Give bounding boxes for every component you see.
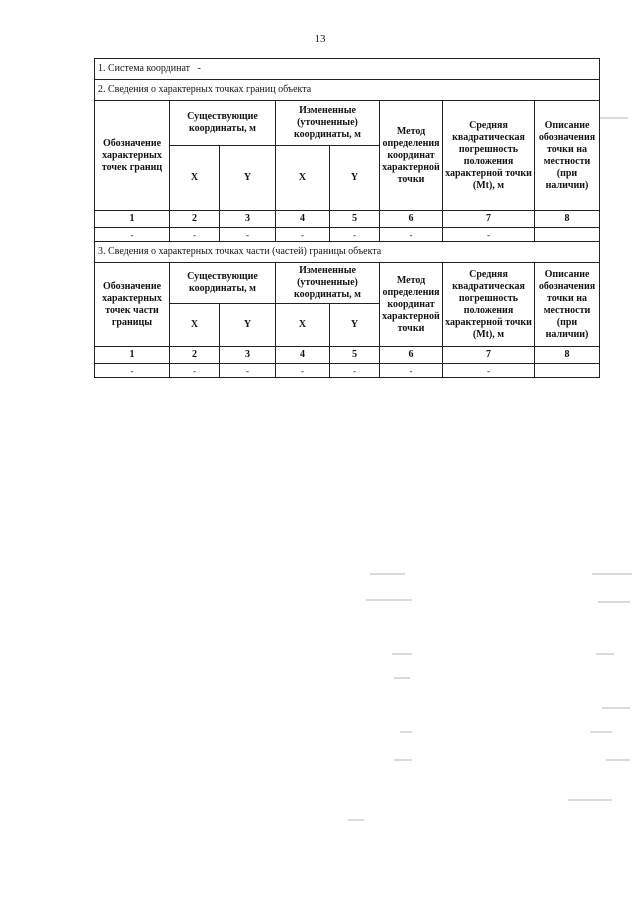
table-cell: -	[276, 364, 330, 378]
section2-body	[95, 80, 600, 242]
column-number: 2	[170, 347, 220, 364]
column-number: 5	[330, 211, 380, 228]
column-number: 6	[380, 211, 443, 228]
section3-changed-x: X	[276, 304, 330, 347]
section1-row	[95, 59, 600, 80]
table-cell: -	[170, 364, 220, 378]
section2-data-row	[95, 228, 600, 242]
column-number: 3	[220, 211, 276, 228]
section2-changed-x: X	[276, 146, 330, 211]
column-number: 1	[95, 347, 170, 364]
coordinate-system-cell	[95, 59, 600, 80]
table-cell: -	[330, 364, 380, 378]
section3-title: 3. Сведения о характерных точках части (частей) границы объекта	[95, 242, 600, 263]
section3-error-header: Средняя квадратическая погрешность положения характерной точки (Mt), м	[443, 263, 535, 347]
table-cell: -	[443, 228, 535, 242]
table-cell	[535, 364, 600, 378]
section2-existing-coords-header: Существующие координаты, м	[170, 101, 276, 146]
table-cell: -	[443, 364, 535, 378]
column-number: 4	[276, 211, 330, 228]
cadastral-coordinates-table	[94, 58, 600, 378]
section3-column-numbers-row	[95, 347, 600, 364]
coordinate-system-value: -	[197, 63, 201, 74]
section2-changed-y: Y	[330, 146, 380, 211]
column-number: 3	[220, 347, 276, 364]
section2-title-row	[95, 80, 600, 101]
table-cell: -	[330, 228, 380, 242]
table-cell: -	[220, 228, 276, 242]
section3-existing-coords-header: Существующие координаты, м	[170, 263, 276, 304]
section3-designation-header: Обозначение характерных точек части границы	[95, 263, 170, 347]
section3-data-row	[95, 364, 600, 378]
section3-header-row	[95, 263, 600, 304]
section2-error-header: Средняя квадратическая погрешность положения характерной точки (Mt), м	[443, 101, 535, 211]
section3-changed-y: Y	[330, 304, 380, 347]
section3-existing-y: Y	[220, 304, 276, 347]
section2-method-header: Метод определения координат характерной точки	[380, 101, 443, 211]
section2-column-numbers-row	[95, 211, 600, 228]
table-cell: -	[276, 228, 330, 242]
section3-title-row	[95, 242, 600, 263]
column-number: 6	[380, 347, 443, 364]
section2-changed-coords-header: Измененные (уточненные) координаты, м	[276, 101, 380, 146]
section3-existing-x: X	[170, 304, 220, 347]
section2-designation-header: Обозначение характерных точек границ	[95, 101, 170, 211]
table-cell: -	[220, 364, 276, 378]
column-number: 1	[95, 211, 170, 228]
section2-header-row	[95, 101, 600, 146]
table-cell: -	[95, 364, 170, 378]
section3-method-header: Метод определения координат характерной точки	[380, 263, 443, 347]
column-number: 8	[535, 347, 600, 364]
column-number: 8	[535, 211, 600, 228]
table-cell: -	[170, 228, 220, 242]
table-cell	[535, 228, 600, 242]
column-number: 4	[276, 347, 330, 364]
section2-existing-y: Y	[220, 146, 276, 211]
section2-title: 2. Сведения о характерных точках границ объекта	[95, 80, 600, 101]
section2-description-header: Описание обозначения точки на местности (при наличии)	[535, 101, 600, 211]
table-cell: -	[95, 228, 170, 242]
page-number: 13	[314, 33, 326, 45]
table-cell: -	[380, 364, 443, 378]
section3-changed-coords-header: Измененные (уточненные) координаты, м	[276, 263, 380, 304]
coordinate-system-label: 1. Система координат	[98, 63, 191, 74]
column-number: 5	[330, 347, 380, 364]
section3-body	[95, 242, 600, 378]
section3-description-header: Описание обозначения точки на местности (при наличии)	[535, 263, 600, 347]
section2-existing-x: X	[170, 146, 220, 211]
table-cell: -	[380, 228, 443, 242]
column-number: 7	[443, 347, 535, 364]
column-number: 7	[443, 211, 535, 228]
column-number: 2	[170, 211, 220, 228]
